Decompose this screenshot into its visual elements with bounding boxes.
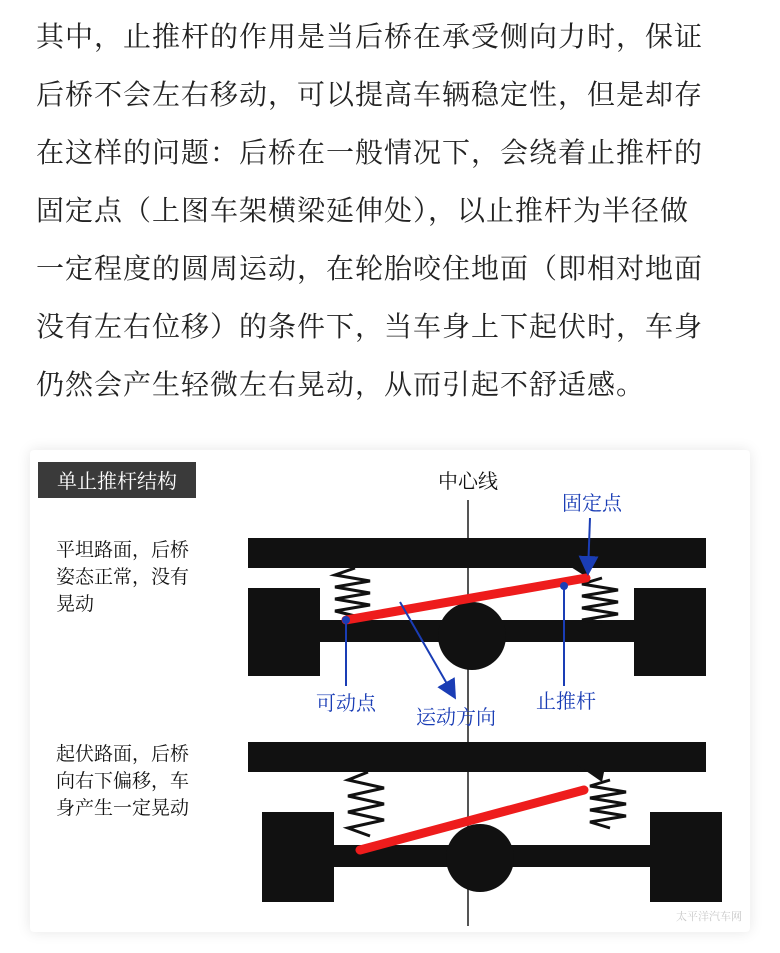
movable-point-label: 可动点 [316, 691, 376, 715]
top-frame-beam [248, 538, 706, 568]
bottom-caption-line: 向右下偏移，车 [56, 770, 190, 792]
top-caption-line: 姿态正常，没有 [56, 566, 190, 588]
article-line: 在这样的问题：后桥在一般情况下，会绕着止推杆的 [36, 136, 704, 169]
bottom-right-spring [590, 780, 626, 828]
bottom-frame-beam [248, 742, 706, 772]
top-right-wheel [634, 588, 706, 676]
top-caption-line: 晃动 [56, 593, 95, 615]
centerline-label: 中心线 [438, 469, 498, 493]
article-line: 固定点（上图车架横梁延伸处），以止推杆为半径做 [36, 194, 690, 227]
article-line: 仍然会产生轻微左右晃动，从而引起不舒适感。 [36, 368, 646, 401]
article-line: 其中，止推杆的作用是当后桥在承受侧向力时，保证 [36, 20, 704, 53]
top-right-spring [582, 578, 618, 622]
bottom-differential [446, 824, 514, 892]
bottom-caption-line: 起伏路面，后桥 [56, 743, 190, 765]
article-line: 后桥不会左右移动，可以提高车辆稳定性，但是却存 [36, 78, 704, 111]
bottom-right-wheel [650, 812, 722, 902]
figure-title: 单止推杆结构 [57, 469, 177, 493]
top-caption [56, 539, 195, 615]
bottom-caption [56, 743, 195, 819]
bottom-left-spring [348, 772, 384, 836]
push-rod-label: 止推杆 [536, 689, 596, 713]
watermark: 太平洋汽车网 [676, 910, 742, 923]
article-line: 一定程度的圆周运动，在轮胎咬住地面（即相对地面 [36, 252, 704, 285]
top-differential [438, 602, 506, 670]
bottom-left-wheel [262, 812, 334, 902]
top-left-spring [335, 568, 370, 616]
suspension-diagram [30, 450, 750, 932]
top-suspension-scene [56, 491, 706, 729]
bottom-suspension-scene [56, 742, 722, 902]
suspension-diagram-figure [30, 450, 750, 932]
article-line: 没有左右位移）的条件下，当车身上下起伏时，车身 [36, 310, 704, 343]
article-body [36, 8, 756, 414]
fixed-point-label: 固定点 [562, 491, 622, 515]
top-caption-line: 平坦路面，后桥 [56, 539, 190, 561]
motion-direction-label: 运动方向 [416, 705, 496, 729]
top-left-wheel [248, 588, 320, 676]
bottom-caption-line: 身产生一定晃动 [56, 797, 190, 819]
